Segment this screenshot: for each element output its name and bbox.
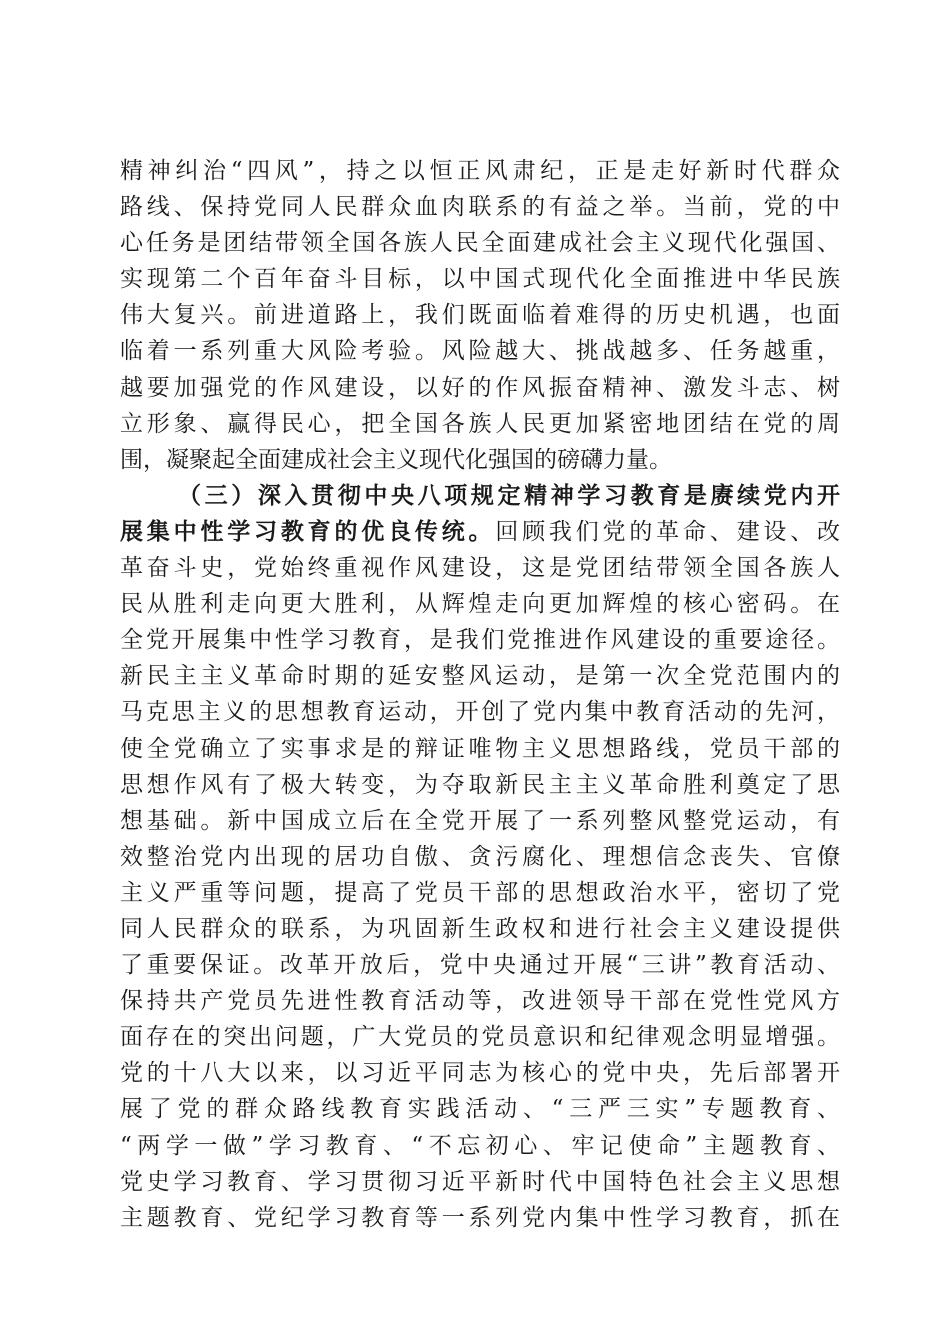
text-line: 路线、保持党同人民群众血肉联系的有益之举。当前，党的中 xyxy=(120,194,840,221)
section-heading-line: （三）深入贯彻中央八项规定精神学习教育是赓续党内开 xyxy=(178,481,840,509)
text-line: 思想作风有了极大转变，为夺取新民主主义革命胜利奠定了思 xyxy=(120,771,840,798)
text-line: “两学一做”学习教育、“不忘初心、牢记使命”主题教育、 xyxy=(120,1132,840,1159)
text-line: 主义严重等问题，提高了党员干部的思想政治水平，密切了党 xyxy=(120,879,840,906)
text-line: 同人民群众的联系，为巩固新生政权和进行社会主义建设提供 xyxy=(120,915,840,942)
text-line: 效整治党内出现的居功自傲、贪污腐化、理想信念丧失、官僚 xyxy=(120,843,840,870)
section-heading-end: 展集中性学习教育的优良传统。 xyxy=(120,517,496,545)
text-line: 展了党的群众路线教育实践活动、“三严三实”专题教育、 xyxy=(120,1096,840,1123)
text-line: 心任务是团结带领全国各族人民全面建成社会主义现代化强国、 xyxy=(120,230,840,257)
text-line: 党史学习教育、学习贯彻习近平新时代中国特色社会主义思想 xyxy=(120,1168,840,1195)
text-line: 了重要保证。改革开放后，党中央通过开展“三讲”教育活动、 xyxy=(120,952,840,979)
text-line: 民从胜利走向更大胜利，从辉煌走向更加辉煌的核心密码。在 xyxy=(120,591,840,618)
text-line: 主题教育、党纪学习教育等一系列党内集中性学习教育，抓在 xyxy=(120,1204,840,1231)
text-line: 面存在的突出问题，广大党员的党员意识和纪律观念明显增强。 xyxy=(120,1024,840,1051)
text-line-segment: 回顾我们党的革命、建设、改 xyxy=(495,518,841,545)
text-line: 想基础。新中国成立后在全党开展了一系列整风整党运动，有 xyxy=(120,807,840,834)
text-line: 新民主主义革命时期的延安整风运动，是第一次全党范围内的 xyxy=(120,663,840,690)
text-line: 立形象、赢得民心，把全国各族人民更加紧密地团结在党的周 xyxy=(120,410,840,437)
section-heading-continuation xyxy=(120,514,840,550)
text-line: 精神纠治“四风”，持之以恒正风肃纪，正是走好新时代群众 xyxy=(120,158,840,184)
text-line: 使全党确立了实事求是的辩证唯物主义思想路线，党员干部的 xyxy=(120,735,840,762)
text-line: 实现第二个百年奋斗目标，以中国式现代化全面推进中华民族 xyxy=(120,266,840,293)
text-line: 临着一系列重大风险考验。风险越大、挑战越多、任务越重， xyxy=(120,338,840,365)
text-line: 马克思主义的思想教育运动，开创了党内集中教育活动的先河， xyxy=(120,699,840,726)
text-line: 革奋斗史，党始终重视作风建设，这是党团结带领全国各族人 xyxy=(120,555,840,582)
text-line: 伟大复兴。前进道路上，我们既面临着难得的历史机遇，也面 xyxy=(120,302,840,329)
text-line: 保持共产党员先进性教育活动等，改进领导干部在党性党风方 xyxy=(120,988,840,1015)
text-line: 越要加强党的作风建设，以好的作风振奋精神、激发斗志、树 xyxy=(120,374,840,401)
body-text xyxy=(120,153,840,1236)
text-line: 全党开展集中性学习教育，是我们党推进作风建设的重要途径。 xyxy=(120,627,840,654)
text-line: 围，凝聚起全面建成社会主义现代化强国的磅礴力量。 xyxy=(120,446,672,473)
text-line: 党的十八大以来，以习近平同志为核心的党中央，先后部署开 xyxy=(120,1060,840,1087)
